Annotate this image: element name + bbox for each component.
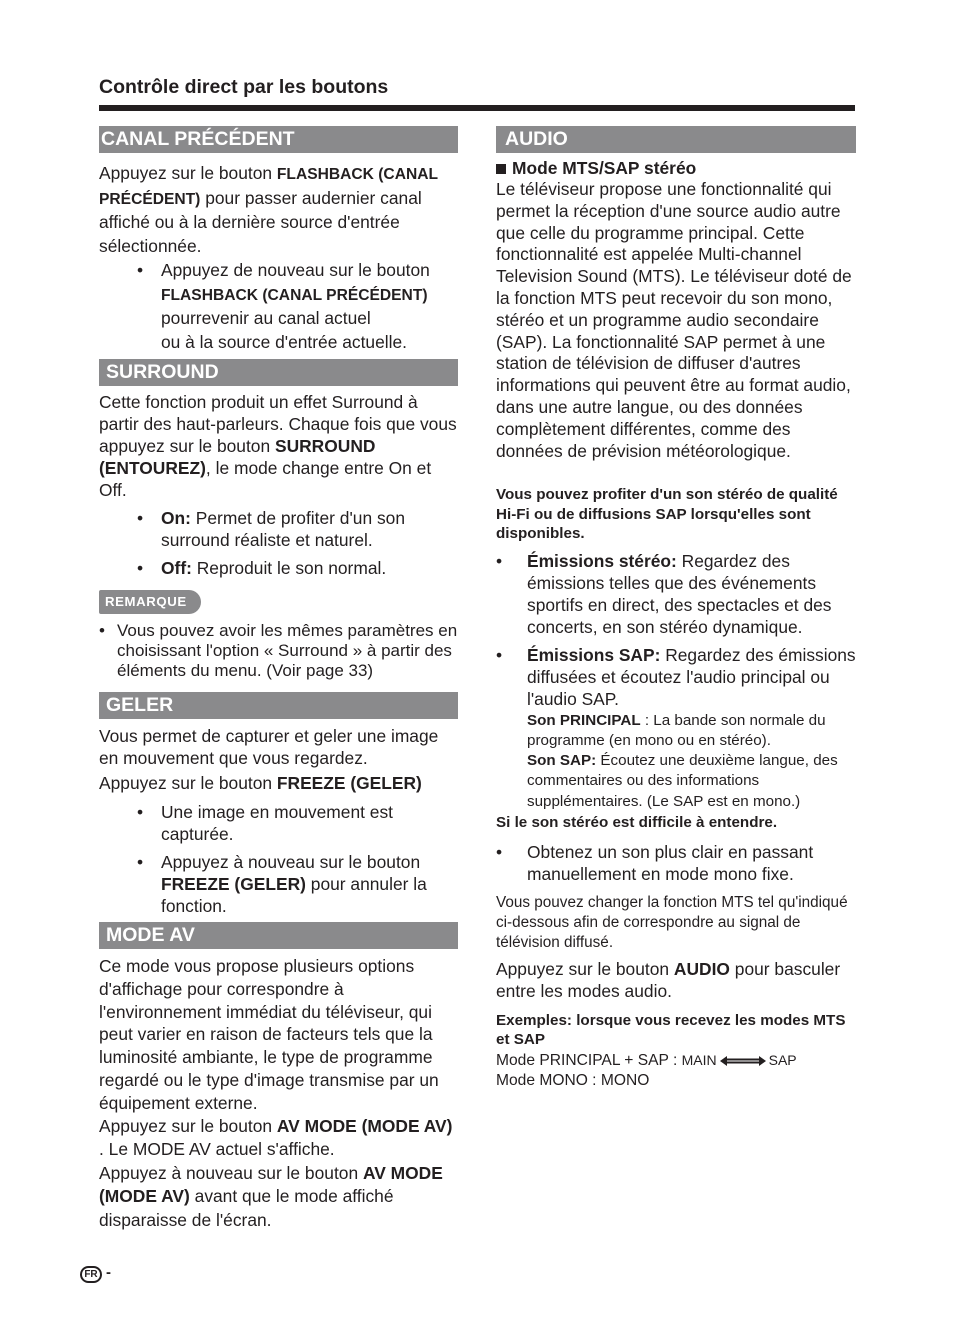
header-rule (99, 105, 855, 111)
surround-bullet-on: • On: Permet de profiter d'un son surround réaliste et naturel. (137, 508, 406, 550)
son-sap-note: Son SAP: Écoutez une deuxième langue, des commentaires ou des informations supplémentaires. (Le SAP est en mono.) (527, 752, 838, 810)
audio-paragraph: Le téléviseur propose une fonctionnalité qui permet la réception d'une source audio autre que celle du programme principal. Cette fonctionnalité est appelée Multi-channel Television Sound (MTS). Le téléviseur doté de la fonction MTS peut recevoir du son mono, stéréo et un programme audio secondaire (SAP). La fonctionnalité SAP permet à une station de télévision de diffuser d'autres informations qui peuvent être au format audio, dans une autre langue, ou des données complètement différentes, comme des données de prévision météorologique. (496, 179, 852, 461)
page-title: Contrôle direct par les boutons (99, 76, 389, 98)
section-title-surround: SURROUND (99, 359, 458, 386)
canal-bullet: • Appuyez de nouveau sur le bouton FLASHBACK (CANAL PRÉCÉDENT) pourrevenir au canal actuel ou à la source d'entrée actuelle. (137, 260, 430, 352)
son-principal-note: Son PRINCIPAL : La bande son normale du programme (en mono ou en stéréo). (527, 711, 826, 750)
modeav-instruction-1: Appuyez sur le bouton AV MODE (MODE AV) . Le MODE AV actuel s'affiche. (99, 1115, 453, 1160)
left-column (99, 126, 458, 1232)
audio-examples-heading: Exemples: lorsque vous recevez les modes MTS et SAP (496, 1011, 846, 1049)
audio-bullet-mono: • Obtenez un son plus clair en passant manuellement en mode mono fixe. (496, 841, 814, 884)
canal-paragraph: Appuyez sur le bouton FLASHBACK (CANAL PRÉCÉDENT) pour passer audernier canal affiché ou à la dernière source d'entrée sélectionnée. (99, 163, 439, 256)
modeav-instruction-2: Appuyez à nouveau sur le bouton AV MODE (MODE AV) avant que le mode affiché disparaisse de l'écran. (99, 1162, 443, 1230)
geler-bullet-1: • Une image en mouvement est capturée. (137, 802, 393, 844)
audio-bullet-stereo: • Émissions stéréo: Regardez des émissions telles que des événements sportifs en direct, des spectacles et des concerts, en son stéréo dynamique. (496, 550, 832, 637)
surround-note: • Vous pouvez avoir les mêmes paramètres en choisissant l'option « Surround » à partir des éléments du menu. (Voir page 33) (99, 621, 458, 680)
geler-instruction: Appuyez sur le bouton FREEZE (GELER) (99, 773, 422, 793)
section-title-geler: GELER (99, 692, 458, 719)
section-title-mode-av: MODE AV (99, 922, 458, 949)
section-title-audio: AUDIO (496, 126, 856, 153)
right-column (496, 126, 856, 1092)
remark-badge: REMARQUE (99, 590, 201, 614)
audio-stereo-intro: Vous pouvez profiter d'un son stéréo de qualité Hi-Fi ou de diffusions SAP lorsqu'elles sont disponibles. (496, 486, 838, 543)
geler-bullet-2: • Appuyez à nouveau sur le bouton FREEZE (GELER) pour annuler la fonction. (137, 852, 427, 916)
page-number-dash: - (106, 1264, 111, 1281)
audio-bullet-sap: • Émissions SAP: Regardez des émissions diffusées et écoutez l'audio principal ou l'audio SAP. Son PRINCIPAL : La bande son normale du programme (en mono ou en stéréo). Son SAP: Écoutez une deuxième langue, des commentaires ou des informations supplémentaires. (Le SAP est en mono.) (496, 644, 856, 812)
square-bullet-icon (496, 164, 506, 174)
audio-example-principal: Mode PRINCIPAL + SAP : MAIN SAP (496, 1051, 797, 1069)
section-title-canal: CANAL PRÉCÉDENT (99, 126, 458, 153)
audio-mts-note: Vous pouvez changer la fonction MTS tel qu'indiqué ci-dessous afin de correspondre au signal de télévision diffusé. (496, 893, 848, 951)
modeav-paragraph: Ce mode vous propose plusieurs options d'affichage pour correspondre à l'environnement immédiat du téléviseur, qui peut varier en raison de facteurs tels que la luminosité ambiante, le type de programme regardé ou le type d'image transmise par un équipement externe. (99, 956, 439, 1113)
audio-stereo-difficult: Si le son stéréo est difficile à entendre. (496, 813, 778, 831)
surround-bullet-off: • Off: Reproduit le son normal. (137, 558, 387, 578)
audio-subheading: Mode MTS/SAP stéréo (496, 157, 856, 179)
audio-example-mono: Mode MONO : MONO (496, 1072, 650, 1090)
geler-paragraph: Vous permet de capturer et geler une image en mouvement que vous regardez. (99, 726, 439, 768)
double-arrow-icon (720, 1056, 766, 1066)
language-badge: FR (80, 1266, 102, 1283)
audio-instruction: Appuyez sur le bouton AUDIO pour basculer entre les modes audio. (496, 958, 841, 1001)
surround-paragraph: Cette fonction produit un effet Surround à partir des haut-parleurs. Chaque fois que vous appuyez sur le bouton SURROUND (ENTOUREZ), le mode change entre On et Off. (99, 392, 457, 500)
